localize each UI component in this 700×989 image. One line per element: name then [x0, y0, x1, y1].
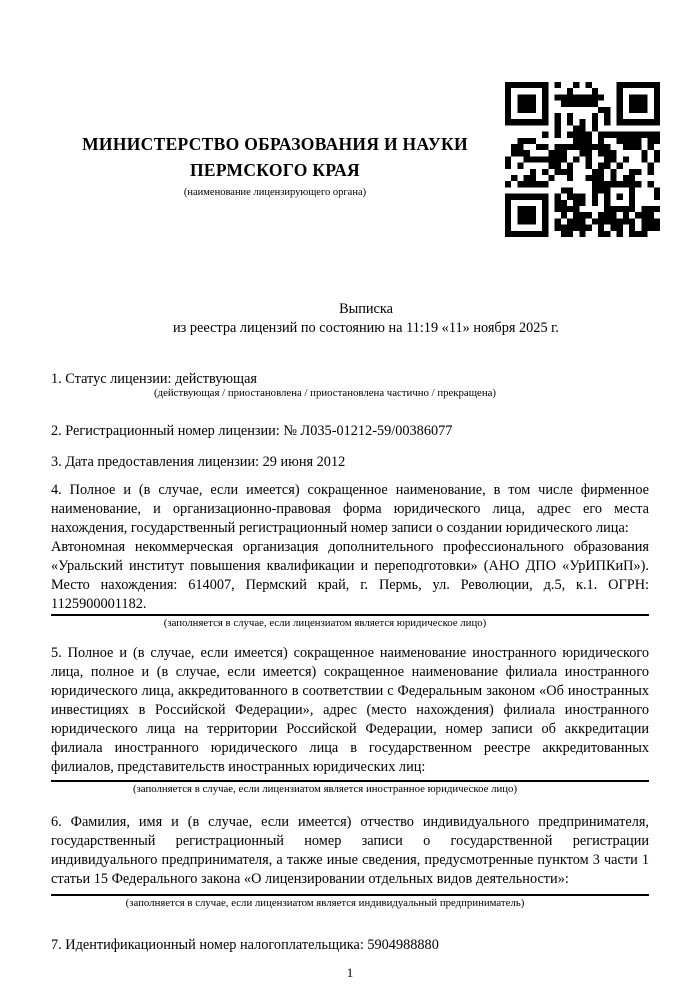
field-grant-date: 3. Дата предоставления лицензии: 29 июня 2012	[51, 454, 346, 470]
license-status-caption: (действующая / приостановлена / приостановлена частично / прекращена)	[154, 387, 496, 399]
field-entrepreneur-label: 6. Фамилия, имя и (в случае, если имеется) отчество индивидуального предпринимателя, государственный регистрационный номер записи о государственной регистрации индивидуального предпринимателя, а также иные сведения, предусмотренные пунктом 3 части 1 статьи 15 Федерального закона «О лицензировании отдельных видов деятельности»:	[51, 814, 649, 887]
field-taxpayer-number: 7. Идентификационный номер налогоплательщика: 5904988880	[51, 937, 439, 953]
ministry-name-line2: ПЕРМСКОГО КРАЯ	[190, 160, 360, 180]
page-number: 1	[346, 965, 354, 980]
ministry-caption: (наименование лицензирующего органа)	[183, 187, 367, 198]
field-registration-number: 2. Регистрационный номер лицензии: № Л035-01212-59/00386077	[51, 423, 453, 439]
field-license-status: 1. Статус лицензии: действующая	[51, 371, 257, 387]
field-foreign-entity-label: 5. Полное и (в случае, если имеется) сокращенное наименование иностранного юридического лица, полное и (в случае, если имеется) сокращенное наименование филиала иностранного юридического лица, аккредитованного в соответствии с Федеральным законом «Об иностранных инвестициях в Российской Федерации», адрес (место нахождения) филиала иностранного юридического лица на территории Российской Федерации, номер записи об аккредитации филиала иностранного юридического лица в государственном реестре аккредитованных филиалов, представительств иностранных юридических лиц:	[51, 645, 649, 775]
ministry-name	[51, 131, 499, 183]
field-legal-entity-value: Автономная некоммерческая организация дополнительного профессионального образования «Уральский институт повышения квалификации и переподготовки» (АНО ДПО «УрИПКиП»). Место нахождения: 614007, Пермский край, г. Пермь, ул. Революции, д.5, к.1. ОГРН: 1125900001182.	[51, 539, 649, 612]
extract-title-block	[51, 300, 649, 338]
extract-title: Выписка	[339, 301, 393, 317]
field-legal-entity-label: 4. Полное и (в случае, если имеется) сокращенное наименование, в том числе фирменное наименование, и организационно-правовая форма юридического лица, адрес его места нахождения, государственный регистрационный номер записи о создании юридического лица:	[51, 482, 649, 536]
ministry-name-line1: МИНИСТЕРСТВО ОБРАЗОВАНИЯ И НАУКИ	[82, 134, 468, 154]
foreign-entity-caption: (заполняется в случае, если лицензиатом является иностранное юридическое лицо)	[132, 783, 518, 795]
extract-subtitle: из реестра лицензий по состоянию на 11:19 «11» ноября 2025 г.	[173, 320, 559, 336]
document-content	[51, 0, 649, 989]
legal-entity-caption: (заполняется в случае, если лицензиатом является юридическое лицо)	[163, 617, 487, 629]
entrepreneur-caption: (заполняется в случае, если лицензиатом является индивидуальный предприниматель)	[125, 897, 525, 909]
